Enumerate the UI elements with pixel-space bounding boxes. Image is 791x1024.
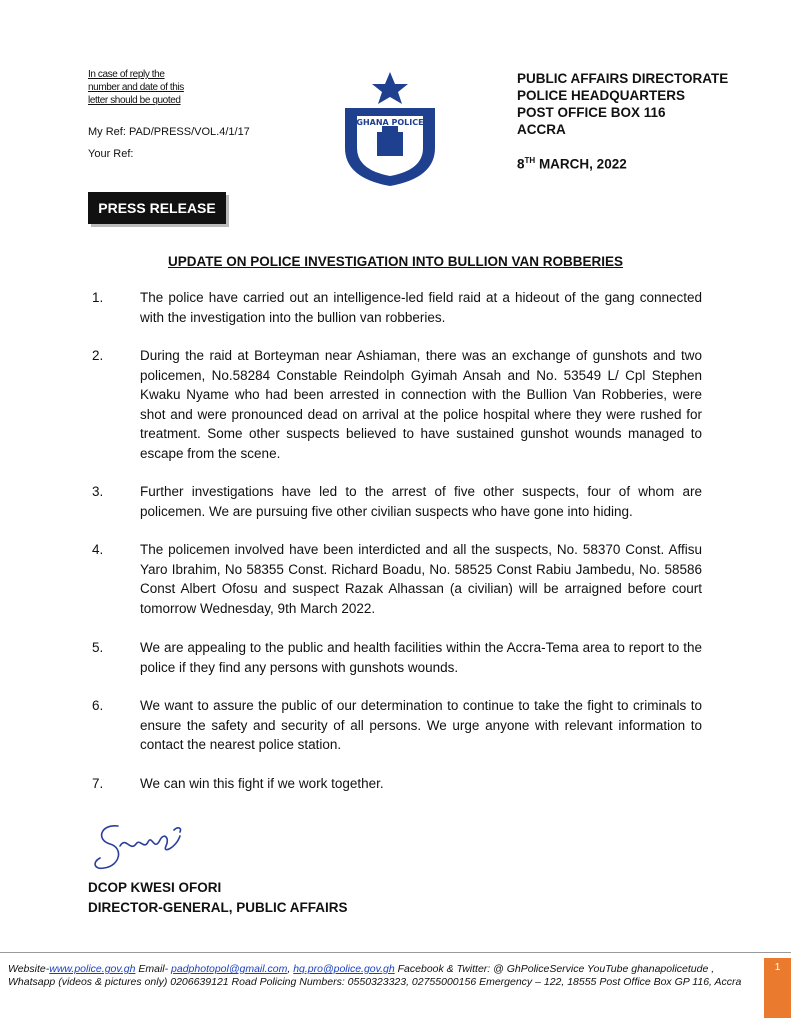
date-day: 8 <box>517 156 525 172</box>
paragraph-number: 3. <box>92 484 104 499</box>
footer-email-label: Email- <box>135 963 172 975</box>
paragraph-text: During the raid at Borteyman near Ashiaman, there was an exchange of gunshots and two policemen, No.58284 Constable Reindolph Gyimah Ansah and No. 53549 L/ Cpl Stephen Kwaku Nyame who had been arrested in connection with the Bullion Van Robberies, were shot and were pronounced dead on arrival at the police hospital where they were rushed for treatment. Some other suspects believed to have sustained gunshot wounds managed to escape from the scene. <box>140 348 702 461</box>
reply-note-line: In case of reply the <box>88 69 165 80</box>
paragraph-number: 4. <box>92 542 104 557</box>
your-ref: Your Ref: <box>88 148 134 160</box>
ghana-police-emblem <box>335 70 445 188</box>
paragraph-text: The police have carried out an intelligence-led field raid at a hideout of the gang connected with the investigation into the bullion van robberies. <box>140 290 702 325</box>
reply-note <box>88 68 184 107</box>
paragraph-number: 5. <box>92 640 104 655</box>
emblem-text: GHANA POLICE <box>356 118 424 127</box>
page-number-tab: 1 <box>764 958 791 1018</box>
paragraph-number: 1. <box>92 290 104 305</box>
press-release-label: PRESS RELEASE <box>88 192 226 224</box>
release-date <box>517 156 627 172</box>
footer-separator: , <box>287 963 294 975</box>
paragraph-text: We want to assure the public of our determination to continue to take the fight to criminals to ensure the safety and security of all persons. We urge anyone with relevant information to contact the nearest police station. <box>140 698 702 752</box>
date-rest: MARCH, 2022 <box>535 156 627 172</box>
email-link-1[interactable]: padphotopol@gmail.com <box>171 963 288 975</box>
handwritten-signature <box>90 818 200 876</box>
address-line: ACCRA <box>517 122 566 137</box>
email-link-2[interactable]: hq.pro@police.gov.gh <box>293 963 395 975</box>
paragraph-text: The policemen involved have been interdicted and all the suspects, No. 58370 Const. Affisu Yaro Ibrahim, No 58355 Const. Richard Boadu, No. 58525 Const Rabiu Jambedu, No. 58586 Const Albert Ofosu and suspect Razak Alhassan (a civilian) will be arraigned before court tomorrow Wednesday, 9th March 2022. <box>140 542 702 616</box>
address-line: POLICE HEADQUARTERS <box>517 88 686 103</box>
footer-contact-details: Facebook & Twitter: @ GhPoliceService YouTube ghanapolicetude , Whatsapp (videos & pictures only) 0206639121 Road Policing Numbers: 0550323323, 02755000156 Emergency – 122, 18555 Post Office Box GP 116, Accra <box>8 963 742 988</box>
footer-divider <box>0 952 791 953</box>
website-link[interactable]: www.police.gov.gh <box>49 963 136 975</box>
reply-note-line: letter should be quoted <box>88 95 181 106</box>
paragraph-text: Further investigations have led to the arrest of five other suspects, four of whom are policemen. We are pursuing five other civilian suspects who have gone into hiding. <box>140 484 702 519</box>
footer-contacts <box>8 963 763 988</box>
paragraph-number: 6. <box>92 698 104 713</box>
paragraph-number: 7. <box>92 776 104 791</box>
release-title: UPDATE ON POLICE INVESTIGATION INTO BULLION VAN ROBBERIES <box>167 254 624 269</box>
footer-website-label: Website- <box>8 963 50 975</box>
date-suffix: TH <box>524 156 536 165</box>
signatory-name: DCOP KWESI OFORI <box>88 880 222 895</box>
signatory-block <box>88 878 348 918</box>
paragraph-number: 2. <box>92 348 104 363</box>
paragraph-text: We can win this fight if we work together. <box>140 776 384 791</box>
address-line: POST OFFICE BOX 116 <box>517 105 666 120</box>
reply-note-line: number and date of this <box>88 82 184 93</box>
signatory-position: DIRECTOR-GENERAL, PUBLIC AFFAIRS <box>88 900 348 915</box>
paragraph-text: We are appealing to the public and health facilities within the Accra-Tema area to report to the police if they find any persons with gunshots wounds. <box>140 640 702 675</box>
my-ref: My Ref: PAD/PRESS/VOL.4/1/17 <box>88 126 250 138</box>
directorate-address <box>517 70 728 138</box>
address-line: PUBLIC AFFAIRS DIRECTORATE <box>517 71 729 86</box>
